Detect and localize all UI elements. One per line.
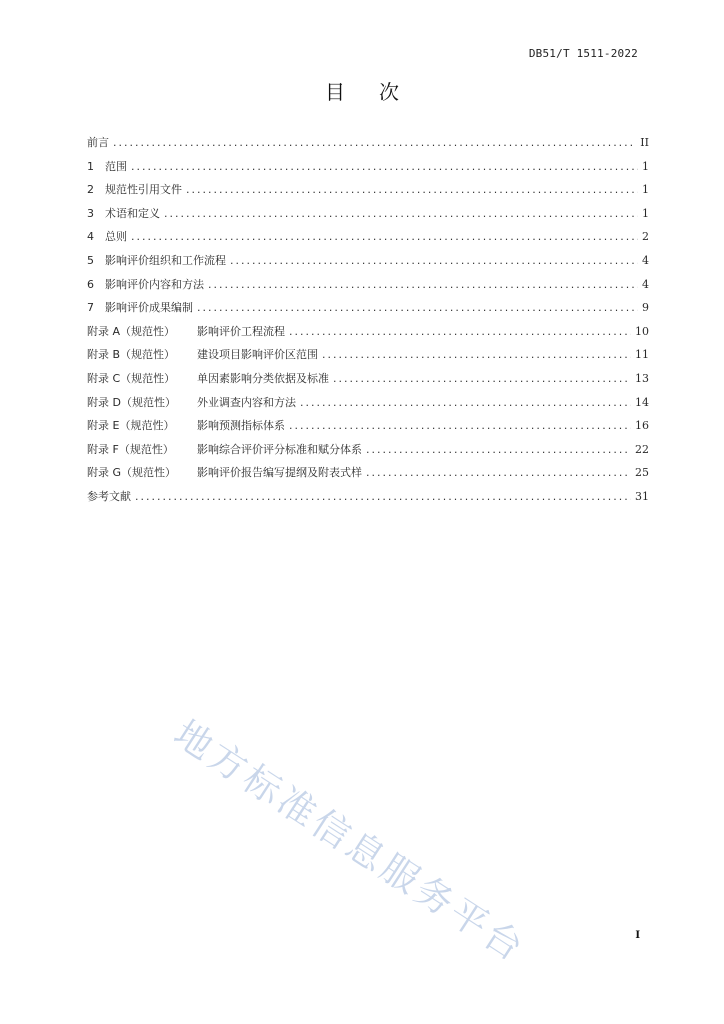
- toc-entry-label: 规范性引用文件: [105, 183, 182, 197]
- toc-dot-leader: [131, 230, 638, 243]
- toc-appendix-tag: 附录 G（规范性）: [87, 466, 177, 480]
- toc-entry-number: 5: [87, 253, 94, 267]
- toc-entry[interactable]: [87, 158, 649, 182]
- toc-appendix-tag: 附录 C（规范性）: [87, 371, 176, 385]
- toc-entry-label: 影响评价报告编写提纲及附表式样: [197, 466, 362, 480]
- toc-page-number: 22: [635, 442, 649, 456]
- toc-entry-number: 7: [87, 301, 94, 315]
- toc-entry[interactable]: [87, 464, 649, 488]
- toc-entry-label: 外业调查内容和方法: [197, 395, 296, 409]
- toc-dot-leader: [135, 490, 631, 503]
- toc-entry[interactable]: [87, 299, 649, 323]
- toc-entry[interactable]: [87, 181, 649, 205]
- toc-entry-label: 范围: [105, 159, 127, 173]
- toc-page-number: 10: [635, 324, 649, 338]
- toc-entry[interactable]: [87, 134, 649, 158]
- toc-appendix-tag: 附录 D（规范性）: [87, 395, 176, 409]
- toc-dot-leader: [289, 325, 631, 338]
- toc-entry-label: 前言: [87, 136, 109, 149]
- toc-appendix-tag: 附录 B（规范性）: [87, 348, 176, 362]
- toc-entry-number: 4: [87, 230, 94, 244]
- toc-dot-leader: [208, 278, 638, 291]
- toc-page-number: 1: [642, 183, 649, 197]
- toc-entry-number: 6: [87, 277, 94, 291]
- toc-page-number: 4: [642, 253, 649, 267]
- document-code: DB51/T 1511-2022: [528, 47, 638, 60]
- toc-page-number: 31: [635, 489, 649, 503]
- toc-dot-leader: [230, 254, 638, 267]
- toc-entry-label: 影响综合评价评分标准和赋分体系: [197, 442, 362, 456]
- toc-page-number: 16: [635, 419, 649, 433]
- toc-entry-label: 建设项目影响评价区范围: [197, 348, 318, 362]
- watermark: 地方标准信息服务平台: [166, 711, 534, 972]
- toc-dot-leader: [366, 443, 631, 456]
- toc-entry-number: 3: [87, 206, 94, 220]
- toc-entry-label: 影响评价组织和工作流程: [105, 253, 226, 267]
- toc-entry[interactable]: [87, 370, 649, 394]
- table-of-contents: [87, 134, 649, 512]
- toc-dot-leader: [197, 301, 638, 314]
- toc-entry[interactable]: [87, 323, 649, 347]
- toc-entry[interactable]: [87, 488, 649, 512]
- toc-entry-label: 术语和定义: [105, 206, 160, 220]
- toc-page-number: 14: [635, 395, 649, 409]
- toc-dot-leader: [113, 136, 636, 149]
- toc-entry[interactable]: [87, 252, 649, 276]
- toc-entry-label: 影响预测指标体系: [197, 419, 285, 433]
- toc-entry[interactable]: [87, 417, 649, 441]
- toc-dot-leader: [186, 183, 638, 196]
- page-number: I: [635, 930, 640, 941]
- toc-dot-leader: [300, 396, 631, 409]
- toc-entry-label: 总则: [105, 230, 127, 244]
- toc-entry[interactable]: [87, 441, 649, 465]
- toc-dot-leader: [164, 207, 638, 220]
- toc-page-number: 13: [635, 371, 649, 385]
- toc-entry-label: 影响评价内容和方法: [105, 277, 204, 291]
- toc-page-number: 1: [642, 206, 649, 220]
- toc-dot-leader: [333, 372, 631, 385]
- toc-entry[interactable]: [87, 276, 649, 300]
- toc-entry[interactable]: [87, 228, 649, 252]
- toc-page-number: 25: [635, 466, 649, 480]
- toc-appendix-tag: 附录 F（规范性）: [87, 442, 174, 456]
- toc-page-number: 9: [642, 301, 649, 315]
- toc-page-number: 4: [642, 277, 649, 291]
- toc-entry[interactable]: [87, 394, 649, 418]
- toc-entry-label: 单因素影响分类依据及标准: [197, 371, 329, 385]
- toc-appendix-tag: 附录 E（规范性）: [87, 419, 175, 433]
- toc-page-number: 2: [642, 230, 649, 244]
- toc-page-number: 1: [642, 159, 649, 173]
- toc-dot-leader: [289, 419, 631, 432]
- toc-page-number: 11: [635, 348, 649, 362]
- toc-entry-label: 影响评价工程流程: [197, 324, 285, 338]
- page-title: 目次: [325, 80, 433, 104]
- toc-entry[interactable]: [87, 346, 649, 370]
- toc-dot-leader: [131, 160, 638, 173]
- toc-page-number: II: [640, 136, 649, 149]
- toc-entry-number: 1: [87, 159, 94, 173]
- toc-entry-label: 参考文献: [87, 489, 131, 503]
- toc-appendix-tag: 附录 A（规范性）: [87, 324, 176, 338]
- toc-entry[interactable]: [87, 205, 649, 229]
- toc-entry-number: 2: [87, 183, 94, 197]
- toc-dot-leader: [322, 348, 631, 361]
- toc-dot-leader: [366, 466, 631, 479]
- toc-entry-label: 影响评价成果编制: [105, 301, 193, 315]
